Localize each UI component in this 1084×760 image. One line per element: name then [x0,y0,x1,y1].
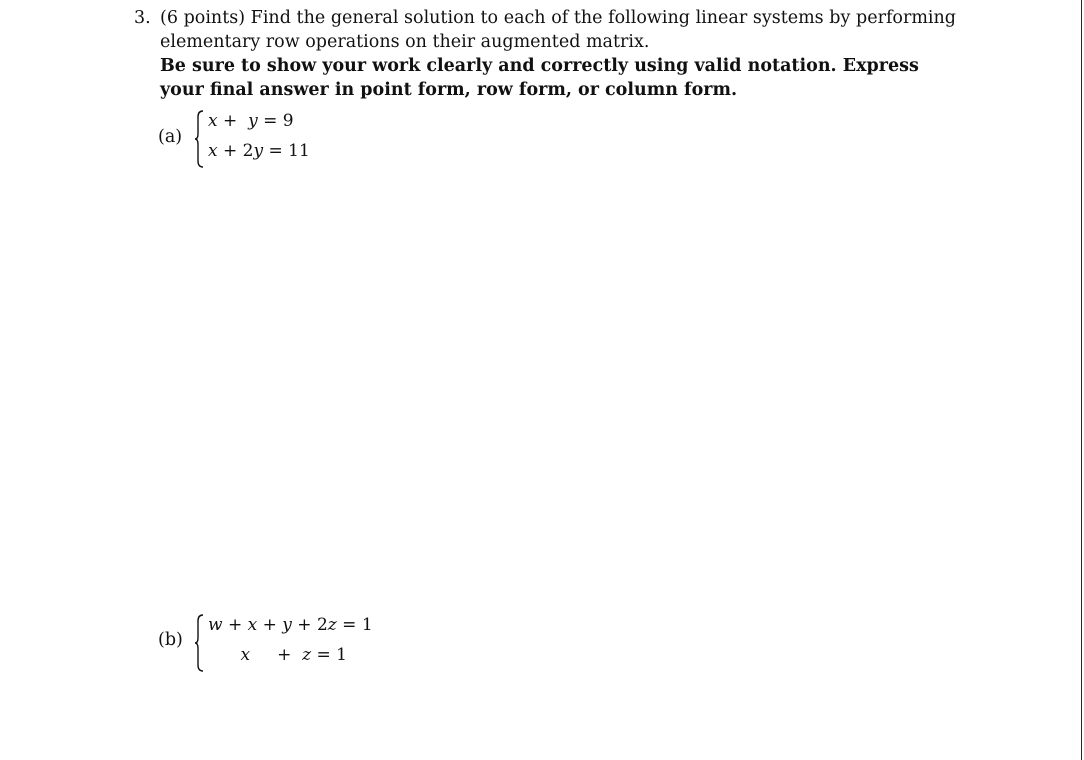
equals-sign: = [263,111,278,131]
plus-sign: + [223,111,238,131]
coefficient: 2 [242,141,254,161]
part-b-equation-1 [208,615,373,635]
rhs-value: 11 [288,141,310,161]
var-y: y [248,111,258,131]
var-z: z [327,615,337,635]
plus-sign: + [297,615,312,635]
plus-sign: + [223,141,238,161]
left-brace-icon [194,110,204,168]
plus-sign: + [227,615,243,635]
var-z: z [302,645,312,665]
plus-sign: + [277,645,292,665]
var-w: w [208,615,223,635]
part-a-equation-1 [208,111,294,131]
problem-intro: (6 points) Find the general solution to each of the following linear systems by performing elementary row operations on their augmented matrix. [160,8,956,52]
var-x: x [208,141,218,161]
page-edge-line [1081,0,1082,760]
equals-sign: = [268,141,283,161]
part-a-equation-2 [208,141,310,161]
problem-number: 3. [134,8,151,28]
equals-sign: = [316,645,331,665]
var-y: y [253,141,264,161]
left-brace-icon [194,614,204,672]
problem-instructions: Be sure to show your work clearly and correctly using valid notation. Express your final answer in point form, row form, or column form. [160,56,919,100]
var-x: x [240,645,251,665]
problem-body [160,6,956,102]
part-b-label: (b) [158,630,183,650]
rhs-value: 1 [336,645,347,665]
var-y: y [282,615,292,635]
part-a-label: (a) [158,127,183,147]
var-x: x [247,615,258,635]
part-b-equation-2 [208,645,347,665]
var-x: x [208,111,218,131]
coefficient: 2 [316,615,328,635]
rhs-value: 1 [361,615,373,635]
plus-sign: + [262,615,277,635]
equals-sign: = [342,615,357,635]
rhs-value: 9 [282,111,294,131]
problem-3 [134,6,956,102]
